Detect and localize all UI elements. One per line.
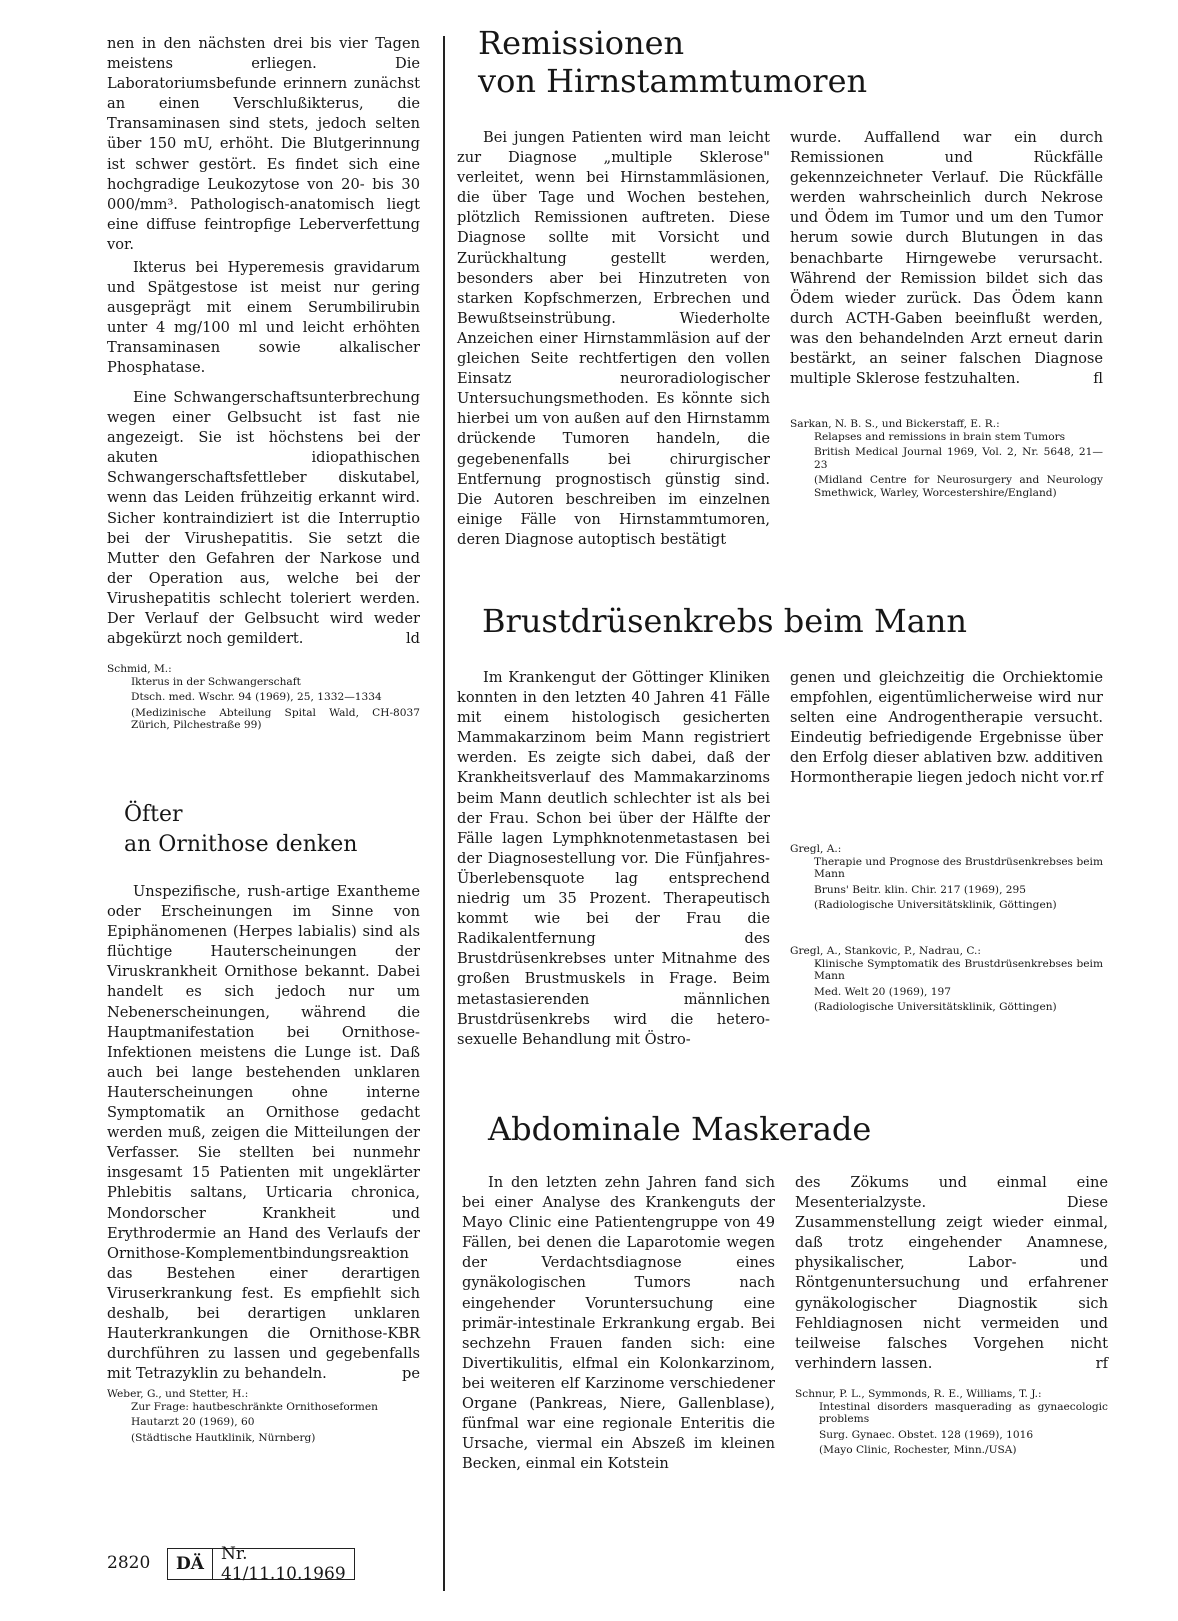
article-heading-brustdruesenkrebs bbox=[482, 602, 1122, 640]
reference-title: Klinische Symptomatik des Brustdrüsenkrebses beim Mann bbox=[814, 957, 1103, 983]
reference-affiliation: (Radiologische Universitätsklinik, Göttingen) bbox=[814, 899, 1057, 912]
paragraph: In den letzten zehn Jahren fand sich bei einer Analyse des Krankenguts der Mayo Clinic eine Patientengruppe von 49 Fällen, bei denen die Laparotomie wegen der Verdachtsdiagnose eines gynäkologischen Tumors nach eingehender Voruntersuchung eine primär-intestinale Erkrankung ergab. Bei sechzehn Frauen fanden sich: eine Divertikulitis, elfmal ein Kolonkarzinom, bei weiteren elf Karzinome verschiedener Organe (Pankreas, Niere, Gallenblase), fünfmal war eine regionale Enteritis die Ursache, viermal ein Abszeß im kleinen Becken, einmal ein Kotstein bbox=[462, 1174, 775, 1473]
heading-line: Abdominale Maskerade bbox=[488, 1110, 872, 1148]
reference-affiliation: (Mayo Clinic, Rochester, Minn./USA) bbox=[819, 1444, 1017, 1457]
reference-title: Relapses and remissions in brain stem Tumors bbox=[814, 430, 1066, 443]
author-initials: rf bbox=[1090, 769, 1103, 787]
article2-column-1 bbox=[457, 668, 770, 1050]
reference-author: Weber, G., und Stetter, H.: bbox=[107, 1388, 249, 1400]
reference-source: Bruns' Beitr. klin. Chir. 217 (1969), 295 bbox=[814, 883, 1027, 896]
reference-gregl-2 bbox=[790, 945, 1103, 1017]
article-heading-hirnstamm bbox=[478, 24, 1118, 100]
paragraph bbox=[795, 1173, 1108, 1374]
reference-weber bbox=[107, 1388, 420, 1447]
paragraph: nen in den nächsten drei bis vier Tagen meistens erliegen. Die Laboratoriumsbefunde erinnern zunächst an einen Verschlußikterus, die Transaminasen sind stets, jedoch selten über 150 mU, erhöht. Die Blutgerinnung ist schwer gestört. Es findet sich eine hochgradige Leukozytose von 20- bis 30 000/mm³. Pathologisch-anatomisch liegt eine diffuse feintropfige Leberverfettung vor. bbox=[107, 35, 420, 253]
reference-author: Gregl, A.: bbox=[790, 843, 842, 855]
reference-author: Gregl, A., Stankovic, P., Nadrau, C.: bbox=[790, 945, 981, 957]
issue-date: Nr. 41/11.10.1969 bbox=[220, 1544, 346, 1584]
author-initials: pe bbox=[402, 1365, 420, 1383]
reference-author: Sarkan, N. B. S., und Bickerstaff, E. R.: bbox=[790, 418, 1000, 430]
reference-title: Intestinal disorders masquerading as gynaecologic problems bbox=[819, 1400, 1108, 1426]
reference-title: Therapie und Prognose des Brustdrüsenkrebses beim Mann bbox=[814, 855, 1103, 881]
paragraph-text: Unspezifische, rush-artige Exantheme oder Erscheinungen im Sinne von Epiphänomenen (Herpes labialis) sind als flüchtige Hauterscheinungen der Viruskrankheit Ornithose bekannt. Dabei handelt es sich jedoch nur um Nebenerscheinungen, während die Hauptmanifestation bei Ornithose-Infektionen meistens die Lunge ist. Daß auch bei lange bestehenden unklaren Hauterscheinungen ohne interne Symptomatik an Ornithose gedacht werden muß, zeigen die Mitteilungen der Verfasser. Sie stellten bei nunmehr insgesamt 15 Patienten mit ungeklärter Phlebitis saltans, Urticaria chronica, Mondorscher Krankheit und Erythrodermie an Hand des Verlaufs der Ornithose-Komplementbindungsreaktion das Bestehen einer derartigen Viruserkrankung fest. Es empfiehlt sich deshalb, bei derartigen unklaren Hauterkrankungen die Ornithose-KBR durchführen zu lassen und gegebenfalls mit Tetrazyklin zu behandeln. bbox=[107, 883, 420, 1383]
reference-source: British Medical Journal 1969, Vol. 2, Nr. 5648, 21—23 bbox=[814, 446, 1103, 471]
paragraph: Bei jungen Patienten wird man leicht zur Diagnose „multiple Sklerose" verleitet, wenn bei Hirnstammläsionen, die über Tage und Wochen bestehen, plötzlich Remissionen auftreten. Diese Diagnose sollte mit Vorsicht und Zurückhaltung gestellt werden, besonders aber bei Hinzutreten von starken Kopfschmerzen, Erbrechen und Bewußtseinstrübung. Wiederholte Anzeichen einer Hirnstammläsion auf der gleichen Seite rechtfertigen den vollen Einsatz neuroradiologischer Untersuchungsmethoden. Es könnte sich hierbei um von außen auf den Hirnstamm drückende Tumoren handeln, die gegebenenfalls bei chirurgischer Entfernung prognostisch günstig sind. Die Autoren beschreiben im einzelnen einige Fälle von Hirnstammtumoren, deren Diagnose autoptisch bestätigt bbox=[457, 129, 770, 548]
paragraph bbox=[790, 668, 1103, 789]
author-initials: fl bbox=[1093, 370, 1103, 388]
article-heading-ornithose bbox=[124, 800, 424, 860]
reference-source: Hautarzt 20 (1969), 60 bbox=[131, 1416, 255, 1429]
reference-gregl-1 bbox=[790, 843, 1103, 915]
heading-line: Remissionen bbox=[478, 24, 685, 62]
reference-affiliation: (Medizinische Abteilung Spital Wald, CH-8037 Zürich, Pilchestraße 99) bbox=[131, 706, 420, 732]
reference-sarkan bbox=[790, 418, 1103, 503]
reference-affiliation: (Midland Centre for Neurosurgery and Neurology Smethwick, Warley, Worcestershire/England) bbox=[814, 474, 1103, 499]
paragraph bbox=[107, 388, 420, 649]
article1-column-1 bbox=[457, 128, 770, 550]
reference-source: Med. Welt 20 (1969), 197 bbox=[814, 985, 951, 998]
journal-issue-box bbox=[167, 1544, 355, 1584]
author-initials: rf bbox=[1095, 1354, 1108, 1372]
article3-column-2 bbox=[795, 1173, 1108, 1374]
heading-line: an Ornithose denken bbox=[124, 832, 358, 857]
paragraph-text: des Zökums und einmal eine Mesenterialzyste. Diese Zusammenstellung zeigt wieder einmal, daß trotz eingehender Anamnese, physikalischer, Labor- und Röntgenuntersuchung und erfahrener gynäkologischer Diagnostik sich Fehldiagnosen nicht vermeiden und teilweise falsches Vorgehen nicht verhindern lassen. bbox=[795, 1174, 1108, 1372]
paragraph-text: wurde. Auffallend war ein durch Remissionen und Rückfälle gekennzeichneter Verlauf. Die Rückfälle werden wahrscheinlich durch Nekrose und Ödem im Tumor und um den Tumor herum sowie durch Blutungen in das benachbarte Hirngewebe verursacht. Während der Remission bildet sich das Ödem wieder zurück. Das Ödem kann durch ACTH-Gaben beeinflußt werden, was den behandelnden Arzt erneut darin bestärkt, an seiner falschen Diagnose multiple Sklerose festzuhalten. bbox=[790, 129, 1103, 388]
reference-schnur bbox=[795, 1388, 1108, 1460]
reference-source: Surg. Gynaec. Obstet. 128 (1969), 1016 bbox=[819, 1428, 1034, 1441]
article-heading-abdominale bbox=[488, 1110, 1128, 1148]
reference-schmid bbox=[107, 663, 420, 735]
left-paragraph-2 bbox=[107, 258, 420, 379]
paragraph: Ikterus bei Hyperemesis gravidarum und Spätgestose ist meist nur gering ausgeprägt mit einem Serumbilirubin unter 4 mg/100 ml und leicht erhöhten Transaminasen sowie alkalischer Phosphatase. bbox=[107, 259, 420, 377]
left-paragraph-ornithose bbox=[107, 882, 420, 1384]
paragraph-text: Eine Schwangerschaftsunterbrechung wegen einer Gelbsucht ist fast nie angezeigt. Sie ist höchstens bei der akuten idiopathischen Schwangerschaftsfettleber diskutabel, wenn das Leiden frühzeitig erkannt wird. Sicher kontraindiziert ist die Interruptio bei der Virushepatitis. Sie setzt die Mutter den Gefahren der Narkose und der Operation aus, welche bei der Virushepatitis schlecht toleriert werden. Der Verlauf der Gelbsucht wird weder abgekürzt noch gemildert. bbox=[107, 389, 420, 648]
reference-affiliation: (Radiologische Universitätsklinik, Göttingen) bbox=[814, 1001, 1057, 1014]
reference-title: Zur Frage: hautbeschränkte Ornithoseformen bbox=[131, 1400, 378, 1413]
left-paragraph-3 bbox=[107, 388, 420, 649]
article2-column-2 bbox=[790, 668, 1103, 789]
reference-source: Dtsch. med. Wschr. 94 (1969), 25, 1332—1334 bbox=[131, 691, 382, 704]
reference-author: Schmid, M.: bbox=[107, 663, 172, 675]
author-initials: ld bbox=[405, 630, 420, 648]
paragraph bbox=[790, 128, 1103, 389]
article3-column-1 bbox=[462, 1173, 775, 1474]
reference-author: Schnur, P. L., Symmonds, R. E., Williams, T. J.: bbox=[795, 1388, 1042, 1400]
reference-title: Ikterus in der Schwangerschaft bbox=[131, 675, 301, 688]
paragraph bbox=[107, 882, 420, 1384]
journal-abbreviation: DÄ bbox=[168, 1549, 213, 1579]
paragraph-text: genen und gleichzeitig die Orchiektomie empfohlen, eigentümlicherweise wird nur selten eine Androgentherapie versucht. Eindeutig befriedigende Ergebnisse über den Erfolg dieser ablativen bzw. additiven Hormontherapie liegen jedoch nicht vor. bbox=[790, 669, 1103, 787]
reference-affiliation: (Städtische Hautklinik, Nürnberg) bbox=[131, 1431, 316, 1444]
paragraph: Im Krankengut der Göttinger Kliniken konnten in den letzten 40 Jahren 41 Fälle mit einem histologisch gesicherten Mammakarzinom beim Mann registriert werden. Es zeigte sich dabei, daß der Krankheitsverlauf des Mammakarzinoms beim Mann deutlich schlechter ist als bei der Frau. Schon bei über der Hälfte der Fälle lagen Lymphknotenmetastasen bei der Diagnosestellung vor. Die Fünfjahres-Überlebensquote lag entsprechend niedrig um 35 Prozent. Therapeutisch kommt wie bei der Frau die Radikalentfernung des Brustdrüsenkrebses unter Mitnahme des großen Brustmuskels in Frage. Beim metastasierenden männlichen Brustdrüsenkrebs wird die hetero-sexuelle Behandlung mit Östro- bbox=[457, 669, 770, 1048]
heading-line: Brustdrüsenkrebs beim Mann bbox=[482, 602, 967, 640]
column-divider bbox=[443, 36, 445, 1591]
article1-column-2 bbox=[790, 128, 1103, 389]
page-number: 2820 bbox=[107, 1553, 151, 1573]
heading-line: von Hirnstammtumoren bbox=[478, 62, 868, 100]
heading-line: Öfter bbox=[124, 802, 183, 827]
left-paragraph-1 bbox=[107, 34, 420, 255]
